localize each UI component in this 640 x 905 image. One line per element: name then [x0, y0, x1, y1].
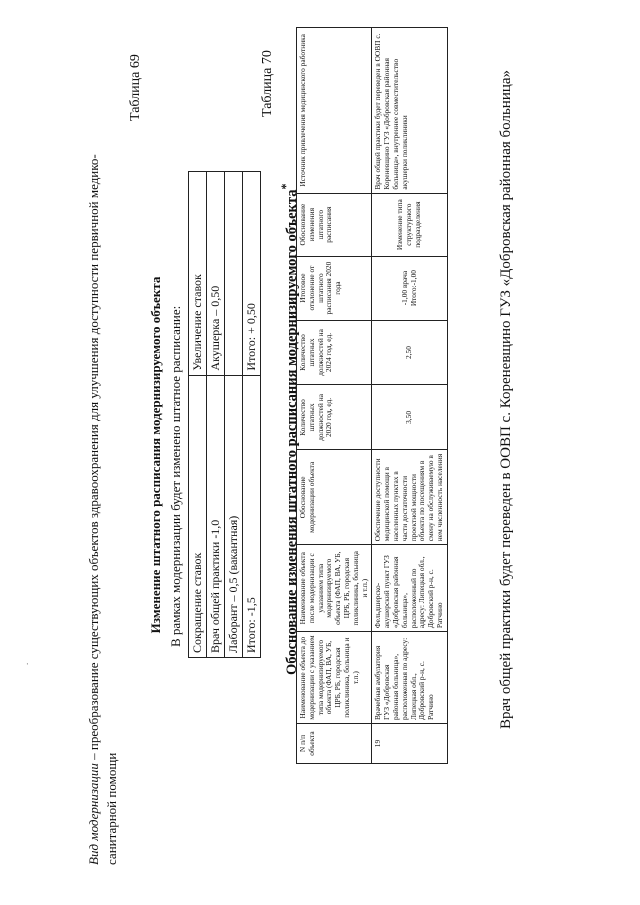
table69-cell-reduction: Сокращение ставок — [189, 375, 207, 657]
table70-header-cell: Наименование объекта после модернизации с указанием типа модернизируемого объекта (ФАП, ВА, УБ, ЦРБ, РБ, городская поликлиника, больница и т.п.) — [297, 545, 372, 632]
table70-cell: Врач общей практики будет переведен в ООВП с. Кореневщино ГУЗ «Добровская районная больница», внутреннее совместительство акушерки поликлиники — [372, 28, 447, 194]
table70-header-cell: Обоснование изменения штатного расписания — [297, 193, 372, 256]
table69-row — [225, 172, 243, 658]
intro-paragraph — [86, 35, 101, 865]
stray-mark: . — [20, 662, 30, 665]
table70-header-cell: Источник привлечения медицинского работника — [297, 28, 372, 194]
table70 — [296, 27, 448, 764]
table69-cell-reduction: Врач общей практики -1,0 — [207, 375, 225, 657]
table70-header-cell: Наименование объекта до модернизации с указанием типа модернизируемого объекта (ФАП, ВА, УБ, ЦРБ, РБ, городская поликлиника, больница и т.п.) — [297, 632, 372, 724]
table69 — [188, 171, 261, 658]
table69-row — [189, 172, 207, 658]
table70-cell: Фельдшерско-акушерский пункт ГУЗ «Добровская районная больница», расположенный по адресу: Липецкая обл., Добровский р-н, с. Ратчино — [372, 545, 447, 632]
table69-lead: В рамках модернизации будет изменено штатное расписание: — [168, 305, 183, 647]
table69-row — [243, 172, 261, 658]
table69-cell-increase: Итого: + 0,50 — [243, 172, 261, 376]
table70-cell: 2,50 — [372, 320, 447, 385]
table70-header-cell: Количество штатных должностей на 2024 год, ед. — [297, 320, 372, 385]
table69-row — [207, 172, 225, 658]
table69-cell-reduction: Лаборант – 0,5 (вакантная) — [225, 375, 243, 657]
table70-title-text: Обоснование изменения штатного расписания модернизируемого объекта — [283, 189, 300, 675]
table69-cell-increase: Акушерка – 0,50 — [207, 172, 225, 376]
table70-cell: 3,50 — [372, 385, 447, 450]
table70-data-row — [372, 28, 447, 764]
table70-cell: -1,00 врача Итого:-1,00 — [372, 256, 447, 320]
table70-header-cell: Итоговое отклонение от штатного расписания 2020 года — [297, 256, 372, 320]
table70-header-cell: N п/п объекта — [297, 724, 372, 764]
table69-title: Изменение штатного расписания модернизируемого объекта — [148, 276, 163, 634]
intro-text-line1: – преобразование существующих объектов здравоохранения для улучшения доступности первичной медико- — [86, 154, 101, 764]
table70-title-mark: * — [279, 183, 293, 190]
table70-header-cell: Количество штатных должностей на 2020 год, ед. — [297, 385, 372, 450]
table70-cell: 19 — [372, 724, 447, 764]
table70-cell: Врачебная амбулатория ГУЗ «Добровская районная больница», расположенная по адресу: Липецкая обл., Добровский р-н, с. Ратчино — [372, 632, 447, 724]
table70-cell: Изменение типа структурного подразделения — [372, 193, 447, 256]
bottom-note: Врач общей практики будет переведен в ООВП с. Кореневщино ГУЗ «Добровская районная больница» — [498, 69, 514, 729]
table70-header-cell: Обоснование модернизации объекта — [297, 450, 372, 545]
intro-text-line2: санитарной помощи — [104, 752, 119, 865]
table70-cell: Обеспечение доступности медицинской помощи в населенных пунктах в части достаточности проектной мощности объекта по посещениям в смену на обслуживаемую в нем численность населения — [372, 450, 447, 545]
table69-cell-increase: Увеличение ставок — [189, 172, 207, 376]
table69-cell-increase — [225, 172, 243, 376]
table70-number: Таблица 70 — [260, 50, 275, 117]
table69-number: Таблица 69 — [128, 54, 143, 121]
modernization-type-label: Вид модернизации — [86, 763, 101, 865]
table70-header-row — [297, 28, 372, 764]
table69-cell-reduction: Итого: -1,5 — [243, 375, 261, 657]
